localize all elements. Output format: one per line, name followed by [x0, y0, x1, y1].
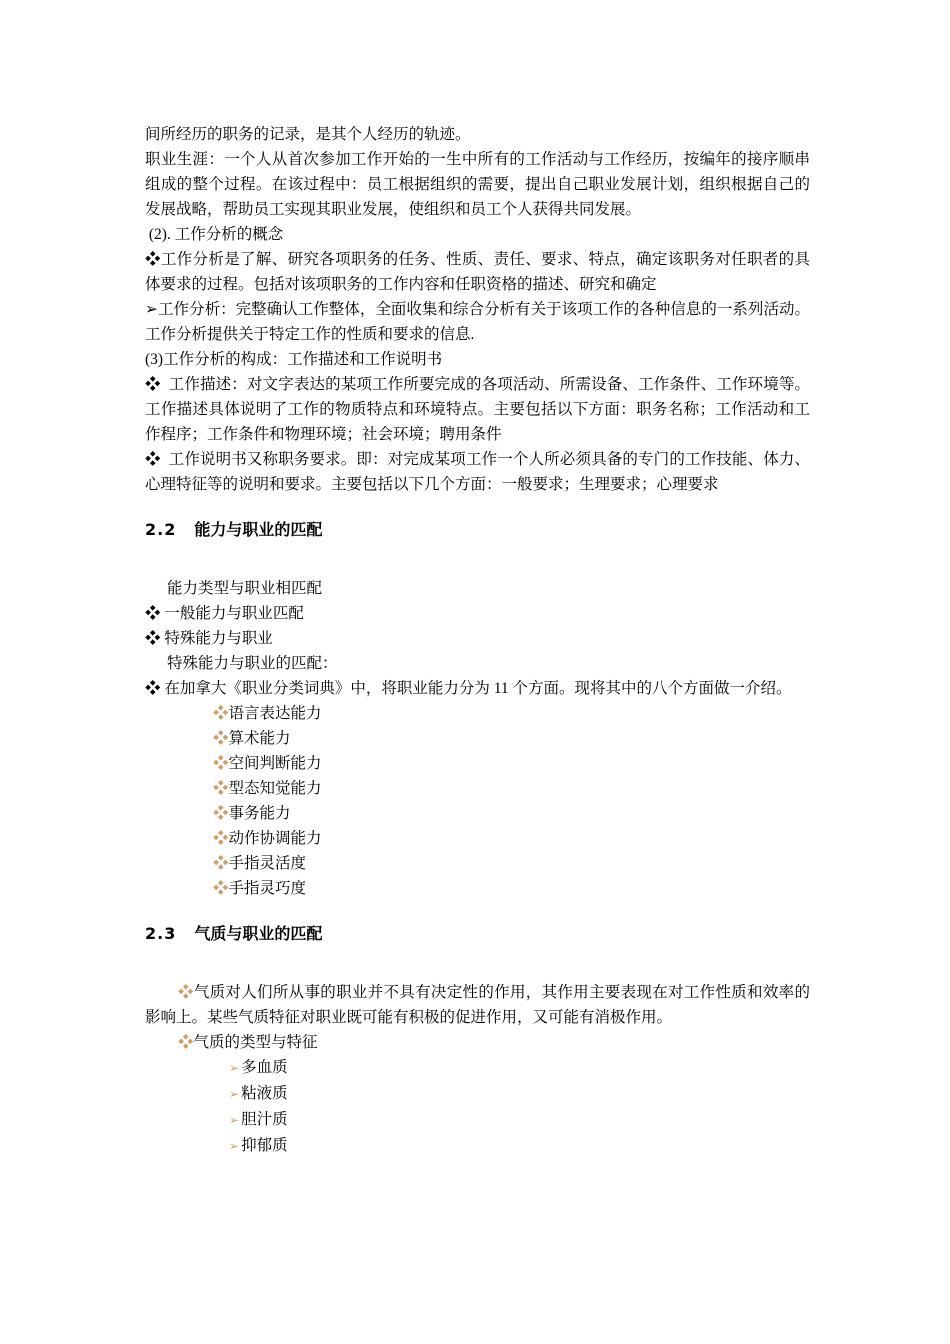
- paragraph-temperament: ❖气质对人们所从事的职业并不具有决定性的作用，其作用主要表现在对工作性质和效率的影响上。某些气质特征对职业既可能有积极的促进作用，又可能有消极作用。: [145, 984, 810, 1026]
- temperament-list: [145, 1055, 810, 1159]
- list-item: ➢ 粘液质: [229, 1085, 288, 1102]
- diamond-bullet-icon: ❖: [213, 780, 229, 797]
- section-title: 能力与职业的匹配: [194, 520, 323, 539]
- list-item: ❖语言表达能力: [213, 705, 322, 722]
- section-heading-2-3: [145, 921, 810, 946]
- paragraph-job-description: ❖ 工作描述：对文字表达的某项工作所要完成的各项活动、所需设备、工作条件、工作环境等。工作描述具体说明了工作的物质特点和环境特点。主要包括以下方面：职务名称；工作活动和工作程序；工作条件和物理环境；社会环境；聘用条件: [145, 376, 810, 443]
- arrow-bullet-icon: ➢: [229, 1139, 240, 1153]
- list-item: ❖动作协调能力: [213, 830, 322, 847]
- paragraph-job-analysis-2: ➢工作分析：完整确认工作整体，全面收集和综合分析有关于该项工作的各种信息的一系列活动。工作分析提供关于特定工作的性质和要求的信息.: [145, 301, 810, 343]
- diamond-bullet-icon: ❖: [213, 730, 229, 747]
- list-item: ➢ 胆汁质: [229, 1111, 288, 1128]
- arrow-bullet-icon: ➢: [229, 1113, 240, 1127]
- list-item: ❖算术能力: [213, 730, 291, 747]
- list-item: ❖事务能力: [213, 805, 291, 822]
- text-special-ability-match: 特殊能力与职业的匹配：: [167, 655, 338, 672]
- section-title: 气质与职业的匹配: [194, 924, 323, 943]
- ability-list: [145, 701, 810, 901]
- list-item: ➢ 抑郁质: [229, 1137, 288, 1154]
- list-item: ❖型态知觉能力: [213, 780, 322, 797]
- diamond-bullet-icon: ❖: [213, 880, 229, 897]
- arrow-bullet-icon: ➢: [229, 1087, 240, 1101]
- diamond-bullet-icon: ❖: [213, 855, 229, 872]
- text-ability-type-match: 能力类型与职业相匹配: [167, 580, 323, 597]
- bullet-special-ability: ❖ 特殊能力与职业: [145, 630, 273, 647]
- section-number: 2.3: [145, 924, 177, 943]
- diamond-bullet-icon: ❖: [213, 705, 229, 722]
- list-item: ➢ 多血质: [229, 1059, 288, 1076]
- diamond-bullet-icon: ❖: [213, 755, 229, 772]
- bullet-general-ability: ❖ 一般能力与职业匹配: [145, 605, 304, 622]
- diamond-bullet-icon: ❖: [213, 805, 229, 822]
- subheading-job-analysis-concept: (2). 工作分析的概念: [145, 226, 284, 243]
- text-temperament-types: ❖气质的类型与特征: [178, 1034, 318, 1051]
- paragraph-job-specification: ❖ 工作说明书又称职务要求。即：对完成某项工作一个人所必须具备的专门的工作技能、体力、心理特征等的说明和要求。主要包括以下几个方面：一般要求；生理要求；心理要求: [145, 451, 810, 493]
- diamond-bullet-icon: ❖: [178, 1034, 194, 1051]
- section-heading-2-2: [145, 517, 810, 542]
- paragraph-career-record: 间所经历的职务的记录，是其个人经历的轨迹。: [145, 126, 471, 143]
- section-number: 2.2: [145, 520, 177, 539]
- list-item: ❖空间判断能力: [213, 755, 322, 772]
- diamond-bullet-icon: ❖: [178, 984, 194, 1001]
- arrow-bullet-icon: ➢: [229, 1061, 240, 1075]
- paragraph-job-analysis-1: ❖工作分析是了解、研究各项职务的任务、性质、责任、要求、特点，确定该职务对任职者的具体要求的过程。包括对该项职务的工作内容和任职资格的描述、研究和确定: [145, 251, 810, 293]
- list-item: ❖手指灵活度: [213, 855, 307, 872]
- paragraph-career-definition: 职业生涯：一个人从首次参加工作开始的一生中所有的工作活动与工作经历，按编年的接序顺串组成的整个过程。在该过程中：员工根据组织的需要，提出自己职业发展计划，组织根据自己的发展战略，帮助员工实现其职业发展，使组织和员工个人获得共同发展。: [145, 151, 810, 218]
- document-page: [145, 122, 810, 1159]
- subheading-job-analysis-structure: (3)工作分析的构成：工作描述和工作说明书: [145, 351, 443, 368]
- diamond-bullet-icon: ❖: [213, 830, 229, 847]
- list-item: ❖手指灵巧度: [213, 880, 307, 897]
- bullet-canada-dictionary: ❖ 在加拿大《职业分类词典》中，将职业能力分为 11 个方面。现将其中的八个方面做一介绍。: [145, 680, 792, 697]
